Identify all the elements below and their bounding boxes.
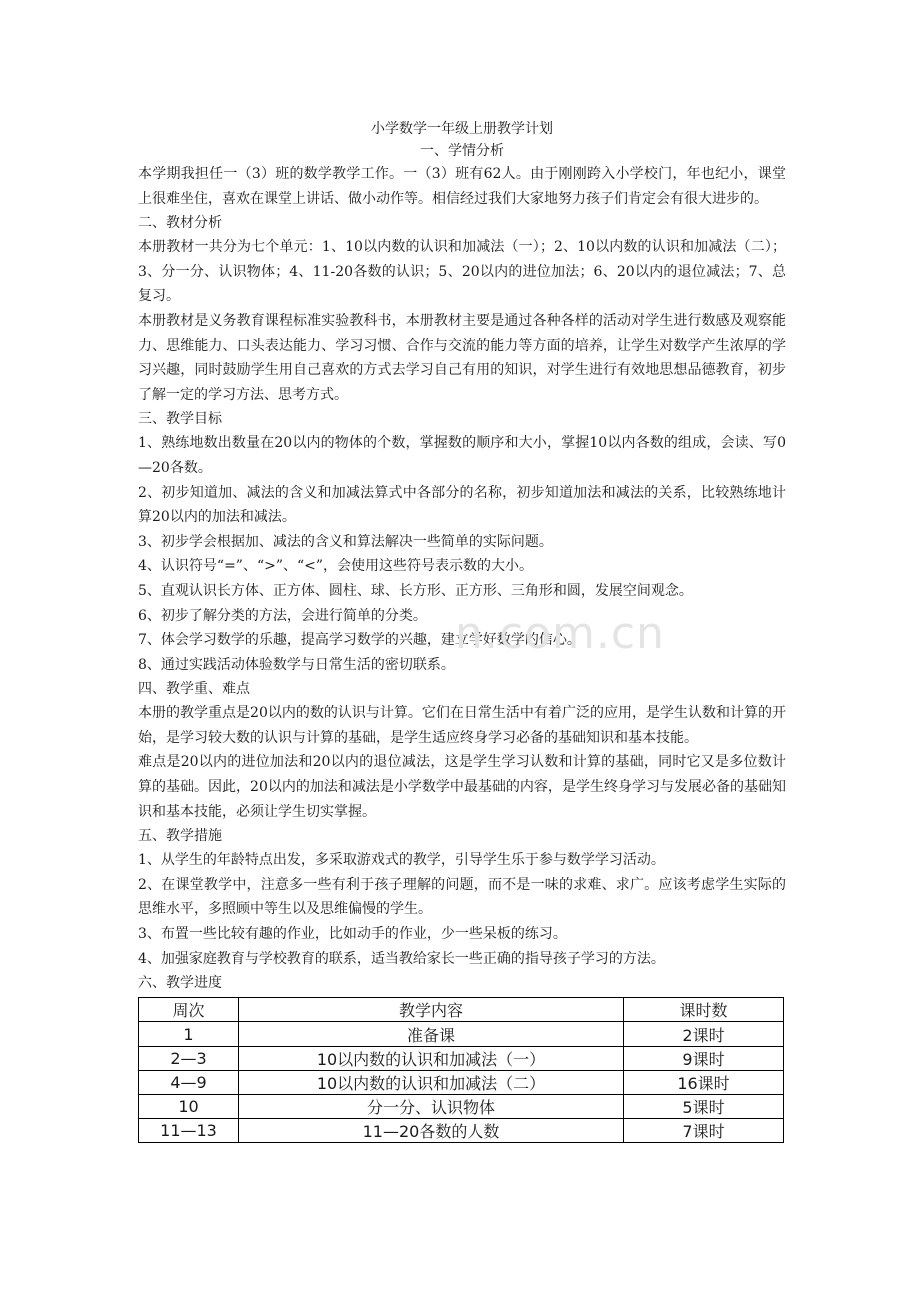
table-cell: 11—13	[139, 1119, 239, 1143]
goal-item: 7、体会学习数学的乐趣，提高学习数学的兴趣，建立学好数学的信心。	[138, 632, 581, 649]
table-cell: 4—9	[139, 1070, 239, 1094]
goal-item: 6、初步了解分类的方法，会进行简单的分类。	[138, 607, 427, 624]
section-heading-5: 五、教学措施	[138, 828, 222, 845]
table-cell: 准备课	[239, 1022, 624, 1046]
section-2-paragraph: 本册教材是义务教育课程标准实验教科书，本册教材主要是通过各种各样的活动对学生进行数感及观察能力、思维能力、口头表达能力、学习习惯、合作与交流的能力等方面的培养，让学生对数学产生浓厚的学习兴趣，同时鼓励学生用自己喜欢的方式去学习自己有用的知识，对学生进行有效地思想品德教育，初步了解一定的学习方法、思考方式。	[138, 312, 786, 403]
table-row	[139, 1094, 784, 1118]
goal-item: 2、初步知道加、减法的含义和加减法算式中各部分的名称，初步知道加法和减法的关系，比较熟练地计算20以内的加法和减法。	[138, 484, 786, 526]
section-heading-6: 六、教学进度	[138, 975, 222, 992]
table-cell: 分一分、认识物体	[239, 1094, 624, 1118]
measure-item: 3、布置一些比较有趣的作业，比如动手的作业，少一些呆板的练习。	[138, 926, 567, 943]
section-heading-4: 四、教学重、难点	[138, 681, 250, 698]
table-row	[139, 1119, 784, 1143]
table-cell: 10以内数的认识和加减法（一）	[239, 1046, 624, 1070]
section-heading-2: 二、教材分析	[138, 215, 222, 232]
measure-item: 4、加强家庭教育与学校教育的联系，适当教给家长一些正确的指导孩子学习的方法。	[138, 950, 665, 967]
goal-item: 8、通过实践活动体验数学与日常生活的密切联系。	[138, 656, 455, 673]
goal-item: 4、认识符号“=”、“>”、“<”，会使用这些符号表示数的大小。	[138, 558, 534, 575]
header-cell: 课时数	[624, 998, 784, 1022]
table-cell: 2—3	[139, 1046, 239, 1070]
schedule-table	[138, 997, 784, 1143]
header-cell: 教学内容	[239, 998, 624, 1022]
watermark: n.com.cn	[455, 608, 665, 659]
header-cell: 周次	[139, 998, 239, 1022]
goal-item: 5、直观认识长方体、正方体、圆柱、球、长方形、正方形、三角形和圆，发展空间观念。	[138, 582, 693, 599]
table-cell: 9课时	[624, 1046, 784, 1070]
table-cell: 1	[139, 1022, 239, 1046]
table-header-row	[139, 998, 784, 1022]
measure-item: 1、从学生的年龄特点出发，多采取游戏式的教学，引导学生乐于参与数学学习活动。	[138, 852, 665, 869]
section-heading-1: 一、学情分析	[420, 143, 504, 159]
section-4-paragraph: 本册的教学重点是20以内的数的认识与计算。它们在日常生活中有着广泛的应用，是学生认数和计算的开始，是学习较大数的认识与计算的基础，是学生适应终身学习必备的基础知识和基本技能。	[138, 705, 786, 746]
table-row	[139, 1070, 784, 1094]
table-row	[139, 1022, 784, 1046]
table-cell: 10	[139, 1094, 239, 1118]
measure-item: 2、在课堂教学中，注意多一些有利于孩子理解的问题，而不是一味的求难、求广。应该考虑学生实际的思维水平，多照顾中等生以及思维偏慢的学生。	[138, 876, 786, 918]
table-cell: 2课时	[624, 1022, 784, 1046]
table-cell: 16课时	[624, 1070, 784, 1094]
table-cell: 11—20各数的人数	[239, 1119, 624, 1143]
table-cell: 7课时	[624, 1119, 784, 1143]
goal-item: 3、初步学会根据加、减法的含义和算法解决一些简单的实际问题。	[138, 533, 553, 550]
section-2-paragraph: 本册教材一共分为七个单元：1、10以内数的认识和加减法（一）；2、10以内数的认识和加减法（二）；3、分一分、认识物体；4、11-20各数的认识；5、20以内的进位加法；6、20以内的退位减法；7、总复习。	[138, 239, 786, 305]
section-heading-3: 三、教学目标	[138, 411, 222, 428]
table-row	[139, 1046, 784, 1070]
section-4-paragraph: 难点是20以内的进位加法和20以内的退位减法，这是学生学习认数和计算的基础，同时它又是多位数计算的基础。因此，20以内的加法和减法是小学数学中最基础的内容，是学生终身学习与发展必备的基础知识和基本技能，必须让学生切实掌握。	[138, 754, 786, 820]
goal-item: 1、熟练地数出数量在20以内的物体的个数，掌握数的顺序和大小，掌握10以内各数的组成，会读、写0—20各数。	[138, 435, 786, 476]
document-title: 小学数学一年级上册教学计划	[371, 121, 553, 137]
table-cell: 10以内数的认识和加减法（二）	[239, 1070, 624, 1094]
document-page	[138, 112, 786, 1143]
section-1-paragraph: 本学期我担任一（3）班的数学教学工作。一（3）班有62人。由于刚刚跨入小学校门，年也纪小，课堂上很难坐住，喜欢在课堂上讲话、做小动作等。相信经过我们大家地努力孩子们肯定会有很大进步的。	[138, 166, 786, 207]
table-cell: 5课时	[624, 1094, 784, 1118]
